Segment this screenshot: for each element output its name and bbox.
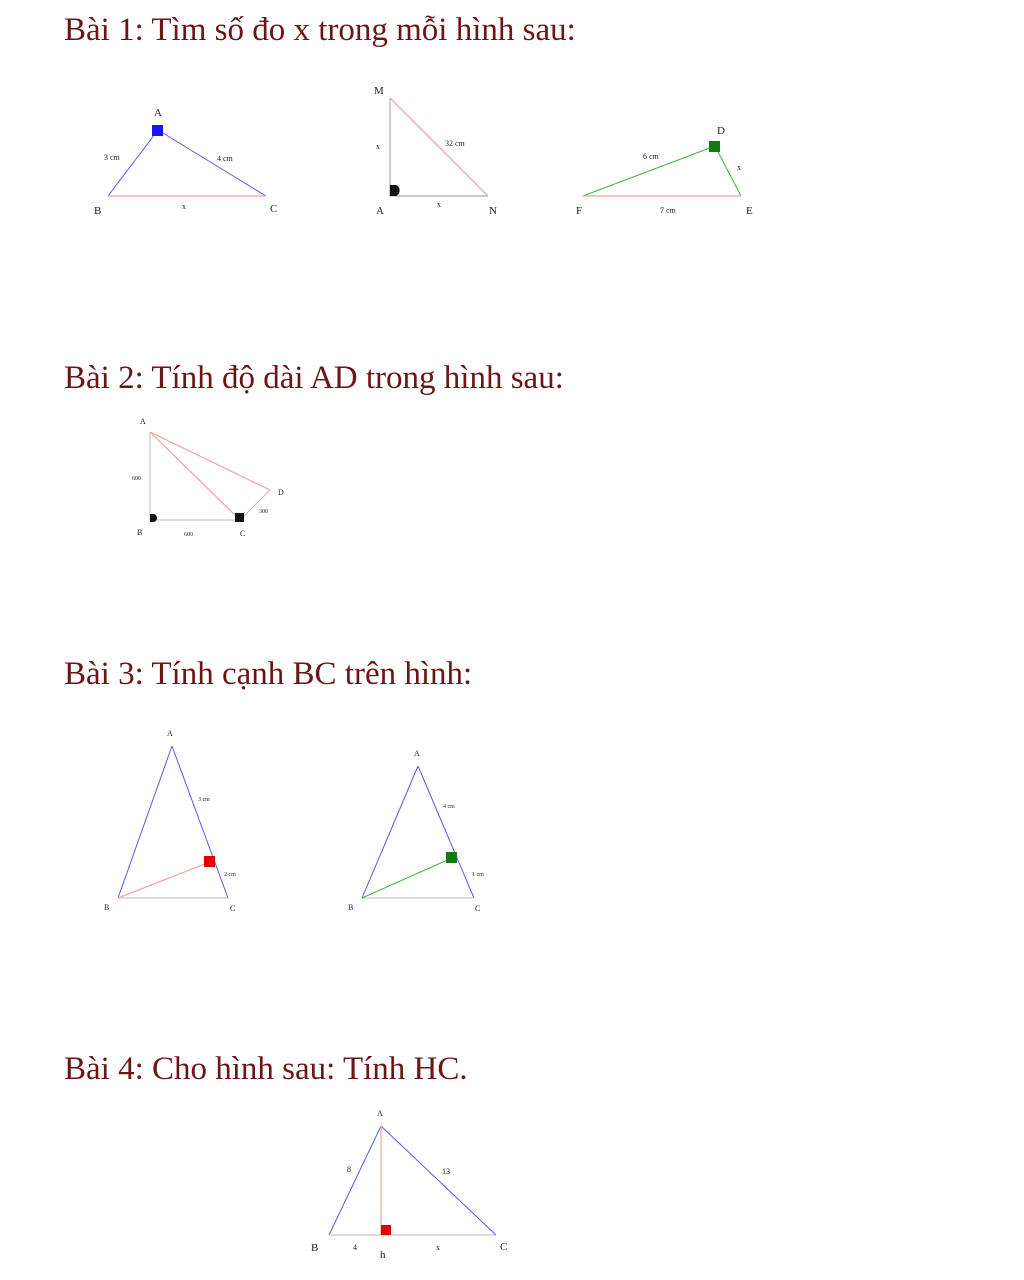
bai4-title: Bài 4: Cho hình sau: Tính HC. — [64, 1051, 468, 1087]
label-a: A — [376, 205, 384, 217]
label-upper: 3 cm — [198, 797, 210, 803]
label-b: B — [348, 903, 354, 912]
label-ab: 3 cm — [104, 153, 120, 162]
label-hc: x — [436, 1243, 440, 1252]
bai2-figure — [0, 410, 1024, 550]
altitude — [118, 862, 210, 898]
right-angle-marker — [381, 1225, 391, 1235]
bai3-figure-b — [348, 749, 484, 913]
bai1-figure-c — [576, 125, 753, 217]
label-fe: 7 cm — [660, 206, 676, 215]
label-b: B — [94, 205, 102, 217]
label-bc: x — [182, 202, 186, 211]
bai4-figure — [0, 1100, 1024, 1270]
label-d: D — [278, 488, 284, 497]
label-a: A — [140, 417, 146, 426]
label-h: h — [380, 1249, 386, 1261]
side-ac — [381, 1126, 496, 1235]
label-m: M — [374, 85, 384, 97]
bai1-figure-a — [94, 107, 277, 217]
label-c: C — [230, 904, 236, 913]
label-ac: 4 cm — [217, 154, 233, 163]
label-c: C — [500, 1241, 508, 1253]
label-mn: 32 cm — [445, 139, 465, 148]
label-a: A — [414, 749, 420, 758]
label-fd: 6 cm — [643, 152, 659, 161]
side-ac — [172, 746, 228, 898]
bai3-title: Bài 3: Tính cạnh BC trên hình: — [64, 656, 473, 692]
side-ac — [150, 432, 240, 520]
right-angle-marker — [390, 185, 400, 196]
right-angle-marker-b — [150, 514, 157, 522]
right-angle-marker — [709, 141, 720, 152]
label-cd: 300 — [259, 509, 268, 515]
label-c: C — [240, 529, 246, 538]
label-f: F — [576, 205, 583, 217]
side-ab — [329, 1126, 381, 1235]
label-e: E — [746, 205, 753, 217]
side-mn — [390, 98, 488, 196]
right-angle-marker — [446, 852, 457, 863]
altitude — [362, 858, 452, 898]
label-a: A — [377, 1109, 383, 1118]
label-b: B — [104, 903, 110, 912]
label-a: A — [167, 729, 173, 738]
bai2-title: Bài 2: Tính độ dài AD trong hình sau: — [64, 360, 564, 396]
side-ac — [418, 766, 474, 898]
label-an: x — [437, 200, 441, 209]
bai1-figure-b — [374, 85, 497, 217]
bai1-title: Bài 1: Tìm số đo x trong mỗi hình sau: — [64, 12, 576, 48]
label-lower: 1 cm — [472, 872, 484, 878]
side-ac — [158, 130, 266, 196]
bai3-figure-a — [104, 729, 236, 913]
label-ma: x — [376, 142, 380, 151]
label-ab: 8 — [347, 1165, 351, 1174]
label-ac: 13 — [442, 1167, 450, 1176]
label-de: x — [737, 163, 741, 172]
label-a: A — [154, 107, 162, 119]
label-c: C — [270, 203, 278, 215]
label-upper: 4 cm — [443, 804, 455, 810]
label-c: C — [475, 904, 481, 913]
right-angle-marker — [204, 856, 215, 867]
label-bc: 600 — [184, 532, 193, 538]
bai3-figures — [0, 720, 1024, 920]
label-bh: 4 — [353, 1243, 357, 1252]
label-ab: 600 — [132, 476, 141, 482]
side-ab — [108, 130, 158, 196]
label-b: B — [311, 1242, 319, 1254]
label-d: D — [717, 125, 725, 137]
side-cd — [240, 490, 270, 520]
right-angle-marker-c — [235, 513, 244, 522]
label-b: B — [137, 528, 143, 537]
label-n: N — [489, 205, 497, 217]
right-angle-marker — [152, 125, 163, 136]
label-lower: 2 cm — [224, 872, 236, 878]
bai1-figures — [0, 80, 1024, 230]
side-ad — [150, 432, 270, 490]
side-ab — [118, 746, 172, 898]
side-ab — [362, 766, 418, 898]
